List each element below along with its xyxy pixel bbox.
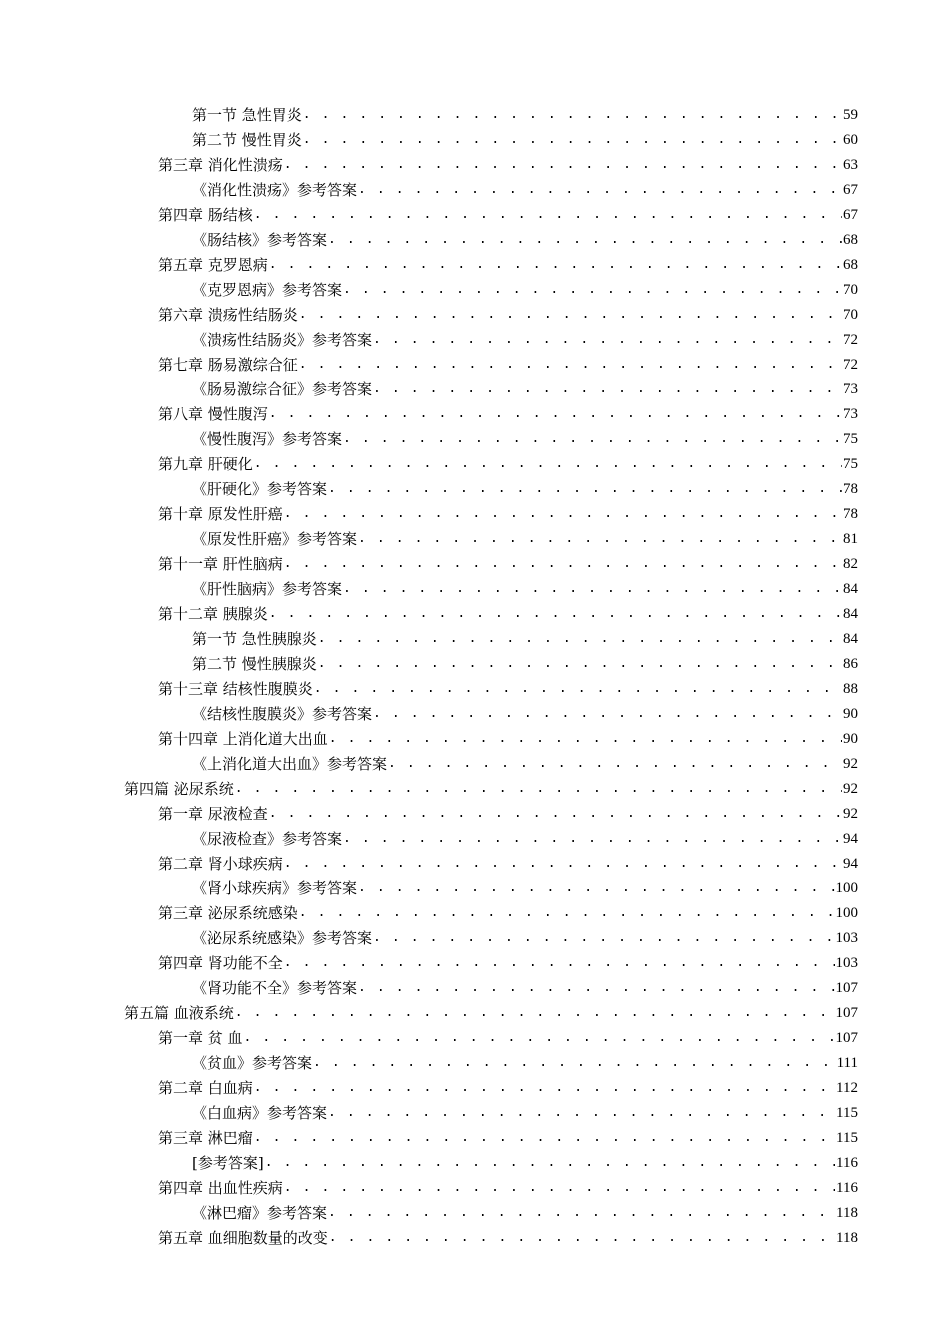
dot-leader xyxy=(269,405,842,423)
toc-entry-page-number: 88 xyxy=(843,680,858,697)
toc-entry-title: 《淋巴瘤》参考答案 xyxy=(192,1203,328,1222)
dot-leader xyxy=(343,830,842,848)
dot-leader xyxy=(358,181,842,199)
dot-leader xyxy=(284,855,842,873)
dot-leader xyxy=(328,1104,835,1122)
dot-leader xyxy=(265,1154,835,1172)
dot-leader xyxy=(284,1179,835,1197)
dot-leader xyxy=(329,730,842,748)
dot-leader xyxy=(328,1204,835,1222)
dot-leader xyxy=(284,505,842,523)
dot-leader xyxy=(299,306,842,324)
toc-entry-title: 第三章 泌尿系统感染 xyxy=(158,904,298,923)
toc-entry-title: 《原发性肝癌》参考答案 xyxy=(192,530,358,549)
toc-entry[interactable] xyxy=(192,125,858,149)
toc-entry-page-number: 75 xyxy=(843,456,858,473)
toc-entry-title: 第五章 血细胞数量的改变 xyxy=(158,1228,328,1247)
toc-entry-title: 《肠易激综合征》参考答案 xyxy=(192,380,373,399)
toc-entry[interactable] xyxy=(158,599,858,623)
toc-entry-title: [参考答案] xyxy=(192,1153,264,1172)
toc-entry-title: 第一节 急性胰腺炎 xyxy=(192,629,317,648)
toc-entry-page-number: 115 xyxy=(836,1105,858,1121)
toc-entry-title: 第一章 贫 血 xyxy=(158,1029,243,1048)
toc-entry[interactable] xyxy=(192,474,858,498)
dot-leader xyxy=(313,1054,836,1072)
toc-entry[interactable] xyxy=(124,774,858,798)
toc-entry[interactable] xyxy=(192,1148,858,1172)
dot-leader xyxy=(303,106,842,124)
toc-entry-title: 《肝性脑病》参考答案 xyxy=(192,580,343,599)
toc-entry-page-number: 107 xyxy=(835,1005,858,1022)
dot-leader xyxy=(373,705,842,723)
toc-entry[interactable] xyxy=(192,624,858,648)
toc-entry-title: 第六章 溃疡性结肠炎 xyxy=(158,305,298,324)
toc-entry-title: 第五章 克罗恩病 xyxy=(158,255,268,274)
toc-entry[interactable] xyxy=(192,175,858,199)
toc-entry-page-number: 112 xyxy=(836,1080,858,1097)
toc-entry[interactable] xyxy=(192,1098,858,1122)
toc-entry[interactable] xyxy=(192,325,858,349)
toc-entry-title: 第十章 原发性肝癌 xyxy=(158,505,283,524)
toc-entry-page-number: 75 xyxy=(843,431,858,448)
dot-leader xyxy=(358,879,834,897)
toc-entry-page-number: 92 xyxy=(843,780,858,797)
toc-entry[interactable] xyxy=(158,1023,858,1047)
toc-entry[interactable] xyxy=(158,799,858,823)
toc-entry[interactable] xyxy=(158,399,858,423)
dot-leader xyxy=(373,929,834,947)
toc-entry-title: 《溃疡性结肠炎》参考答案 xyxy=(192,330,373,349)
toc-entry-title: 《肠结核》参考答案 xyxy=(192,230,328,249)
toc-entry-page-number: 84 xyxy=(843,630,858,647)
toc-entry[interactable] xyxy=(192,649,858,673)
dot-leader xyxy=(373,331,842,349)
toc-entry-page-number: 67 xyxy=(843,181,858,198)
toc-entry-page-number: 107 xyxy=(835,980,858,997)
toc-entry[interactable] xyxy=(192,225,858,249)
toc-entry[interactable] xyxy=(192,873,858,897)
toc-entry-page-number: 59 xyxy=(843,107,858,123)
dot-leader xyxy=(269,605,842,623)
dot-leader xyxy=(299,356,842,374)
toc-entry-page-number: 82 xyxy=(843,556,858,573)
toc-entry-title: 《消化性溃疡》参考答案 xyxy=(192,180,358,199)
toc-entry-title: 《贫血》参考答案 xyxy=(192,1054,313,1073)
dot-leader xyxy=(373,380,842,398)
dot-leader xyxy=(254,206,842,224)
toc-entry[interactable] xyxy=(158,150,858,174)
dot-leader xyxy=(328,231,842,249)
toc-entry-page-number: 111 xyxy=(836,1055,858,1072)
toc-entry[interactable] xyxy=(158,549,858,573)
dot-leader xyxy=(284,555,842,573)
toc-entry-page-number: 72 xyxy=(843,356,858,373)
dot-leader xyxy=(343,580,842,598)
toc-entry-page-number: 92 xyxy=(843,805,858,822)
toc-entry[interactable] xyxy=(192,749,858,773)
toc-entry[interactable] xyxy=(158,300,858,324)
toc-entry-title: 第十四章 上消化道大出血 xyxy=(158,729,328,748)
toc-entry-title: 《结核性腹膜炎》参考答案 xyxy=(192,704,373,723)
toc-entry-title: 第二章 白血病 xyxy=(158,1079,253,1098)
dot-leader xyxy=(269,805,842,823)
toc-entry-title: 《慢性腹泻》参考答案 xyxy=(192,430,343,449)
dot-leader xyxy=(358,979,834,997)
toc-entry-page-number: 73 xyxy=(843,406,858,423)
toc-entry-page-number: 70 xyxy=(843,306,858,323)
toc-entry[interactable] xyxy=(192,275,858,299)
toc-entry-title: 第四章 肾功能不全 xyxy=(158,954,283,973)
toc-entry-page-number: 86 xyxy=(843,655,858,672)
toc-entry-title: 第二节 慢性胃炎 xyxy=(192,130,302,149)
toc-entry-page-number: 118 xyxy=(836,1229,858,1246)
toc-entry[interactable] xyxy=(158,948,858,972)
toc-entry-page-number: 78 xyxy=(843,481,858,498)
dot-leader xyxy=(269,256,842,274)
toc-entry-title: 《泌尿系统感染》参考答案 xyxy=(192,929,373,948)
toc-entry[interactable] xyxy=(158,200,858,224)
toc-entry[interactable] xyxy=(158,449,858,473)
dot-leader xyxy=(318,655,842,673)
toc-entry-title: 第八章 慢性腹泻 xyxy=(158,405,268,424)
toc-entry[interactable] xyxy=(158,1073,858,1097)
toc-entry-title: 《肝硬化》参考答案 xyxy=(192,480,328,499)
toc-entry-title: 第十三章 结核性腹膜炎 xyxy=(158,679,313,698)
toc-entry-page-number: 90 xyxy=(843,730,858,747)
toc-entry[interactable] xyxy=(158,250,858,274)
toc-entry-title: 第三章 淋巴瘤 xyxy=(158,1128,253,1147)
toc-entry-page-number: 90 xyxy=(843,705,858,722)
toc-entry-page-number: 84 xyxy=(843,606,858,622)
dot-leader xyxy=(314,680,842,698)
toc-entry-page-number: 68 xyxy=(843,256,858,273)
dot-leader xyxy=(343,281,842,299)
toc-entry-title: 第一节 急性胃炎 xyxy=(192,106,302,124)
toc-entry-title: 第三章 消化性溃疡 xyxy=(158,155,283,174)
dot-leader xyxy=(254,1079,835,1097)
dot-leader xyxy=(254,1129,835,1147)
toc-entry-title: 第四章 出血性疾病 xyxy=(158,1178,283,1197)
toc-entry-page-number: 103 xyxy=(835,955,858,972)
toc-entry-title: 第七章 肠易激综合征 xyxy=(158,355,298,374)
toc-entry-page-number: 100 xyxy=(835,905,858,922)
dot-leader xyxy=(343,430,842,448)
toc-entry[interactable] xyxy=(158,724,858,748)
toc-entry-page-number: 81 xyxy=(843,531,858,548)
toc-entry-title: 《肾小球疾病》参考答案 xyxy=(192,879,358,898)
toc-entry[interactable] xyxy=(192,100,858,124)
toc-entry[interactable] xyxy=(158,1123,858,1147)
toc-entry-title: 第二章 肾小球疾病 xyxy=(158,854,283,873)
toc-entry[interactable] xyxy=(158,499,858,523)
toc-entry[interactable] xyxy=(192,524,858,548)
toc-entry-page-number: 70 xyxy=(843,281,858,298)
toc-entry-page-number: 107 xyxy=(835,1030,858,1047)
toc-entry-title: 《白血病》参考答案 xyxy=(192,1104,328,1122)
toc-entry[interactable] xyxy=(192,1198,858,1222)
dot-leader xyxy=(284,954,835,972)
toc-entry[interactable] xyxy=(192,574,858,598)
toc-entry-title: 《上消化道大出血》参考答案 xyxy=(192,754,388,773)
toc-entry-title: 第四篇 泌尿系统 xyxy=(124,779,234,798)
dot-leader xyxy=(244,1029,835,1047)
toc-entry-page-number: 94 xyxy=(843,855,858,872)
toc-entry[interactable] xyxy=(158,849,858,873)
toc-entry-page-number: 118 xyxy=(836,1204,858,1221)
toc-entry-page-number: 100 xyxy=(835,880,858,897)
dot-leader xyxy=(358,530,842,548)
dot-leader xyxy=(328,480,842,498)
toc-entry-page-number: 68 xyxy=(843,231,858,248)
toc-entry[interactable] xyxy=(158,1223,858,1247)
toc-entry-title: 第十一章 肝性脑病 xyxy=(158,555,283,574)
toc-entry[interactable] xyxy=(124,998,858,1022)
toc-entry[interactable] xyxy=(192,923,858,947)
dot-leader xyxy=(329,1229,835,1247)
toc-entry-page-number: 78 xyxy=(843,506,858,523)
toc-entry-title: 《尿液检查》参考答案 xyxy=(192,829,343,848)
toc-entry-title: 《克罗恩病》参考答案 xyxy=(192,280,343,299)
toc-entry-page-number: 84 xyxy=(843,581,858,598)
toc-entry-page-number: 92 xyxy=(843,755,858,772)
dot-leader xyxy=(235,1004,835,1022)
dot-leader xyxy=(235,780,842,798)
toc-entry-title: 第二节 慢性胰腺炎 xyxy=(192,654,317,673)
toc-entry[interactable] xyxy=(158,1173,858,1197)
toc-entry-page-number: 115 xyxy=(836,1129,858,1146)
toc-entry-page-number: 63 xyxy=(843,156,858,173)
toc-entry[interactable] xyxy=(192,374,858,398)
toc-entry[interactable] xyxy=(192,973,858,997)
toc-entry-page-number: 72 xyxy=(843,331,858,348)
toc-entry-title: 第五篇 血液系统 xyxy=(124,1004,234,1023)
toc-entry[interactable] xyxy=(158,898,858,922)
toc-entry[interactable] xyxy=(192,699,858,723)
dot-leader xyxy=(299,904,835,922)
toc-entry-page-number: 67 xyxy=(843,206,858,223)
dot-leader xyxy=(254,455,842,473)
toc-entry-page-number: 73 xyxy=(843,381,858,398)
toc-entry-page-number: 60 xyxy=(843,131,858,148)
dot-leader xyxy=(388,755,842,773)
toc-entry[interactable] xyxy=(158,350,858,374)
dot-leader xyxy=(303,131,842,149)
toc-entry-title: 第九章 肝硬化 xyxy=(158,455,253,474)
toc-entry-page-number: 94 xyxy=(843,830,858,847)
toc-entry-title: 第十二章 胰腺炎 xyxy=(158,605,268,623)
toc-entry[interactable] xyxy=(192,424,858,448)
toc-entry-page-number: 103 xyxy=(835,930,858,947)
toc-entry-title: 第一章 尿液检查 xyxy=(158,804,268,823)
toc-entry[interactable] xyxy=(192,1048,858,1072)
toc-entry[interactable] xyxy=(158,674,858,698)
toc-entry-page-number: 116 xyxy=(836,1179,858,1196)
dot-leader xyxy=(318,630,842,648)
toc-entry-title: 《肾功能不全》参考答案 xyxy=(192,979,358,998)
toc-entry-page-number: 116 xyxy=(836,1154,858,1171)
toc-entry[interactable] xyxy=(192,824,858,848)
dot-leader xyxy=(284,156,842,174)
toc-entry-title: 第四章 肠结核 xyxy=(158,205,253,224)
